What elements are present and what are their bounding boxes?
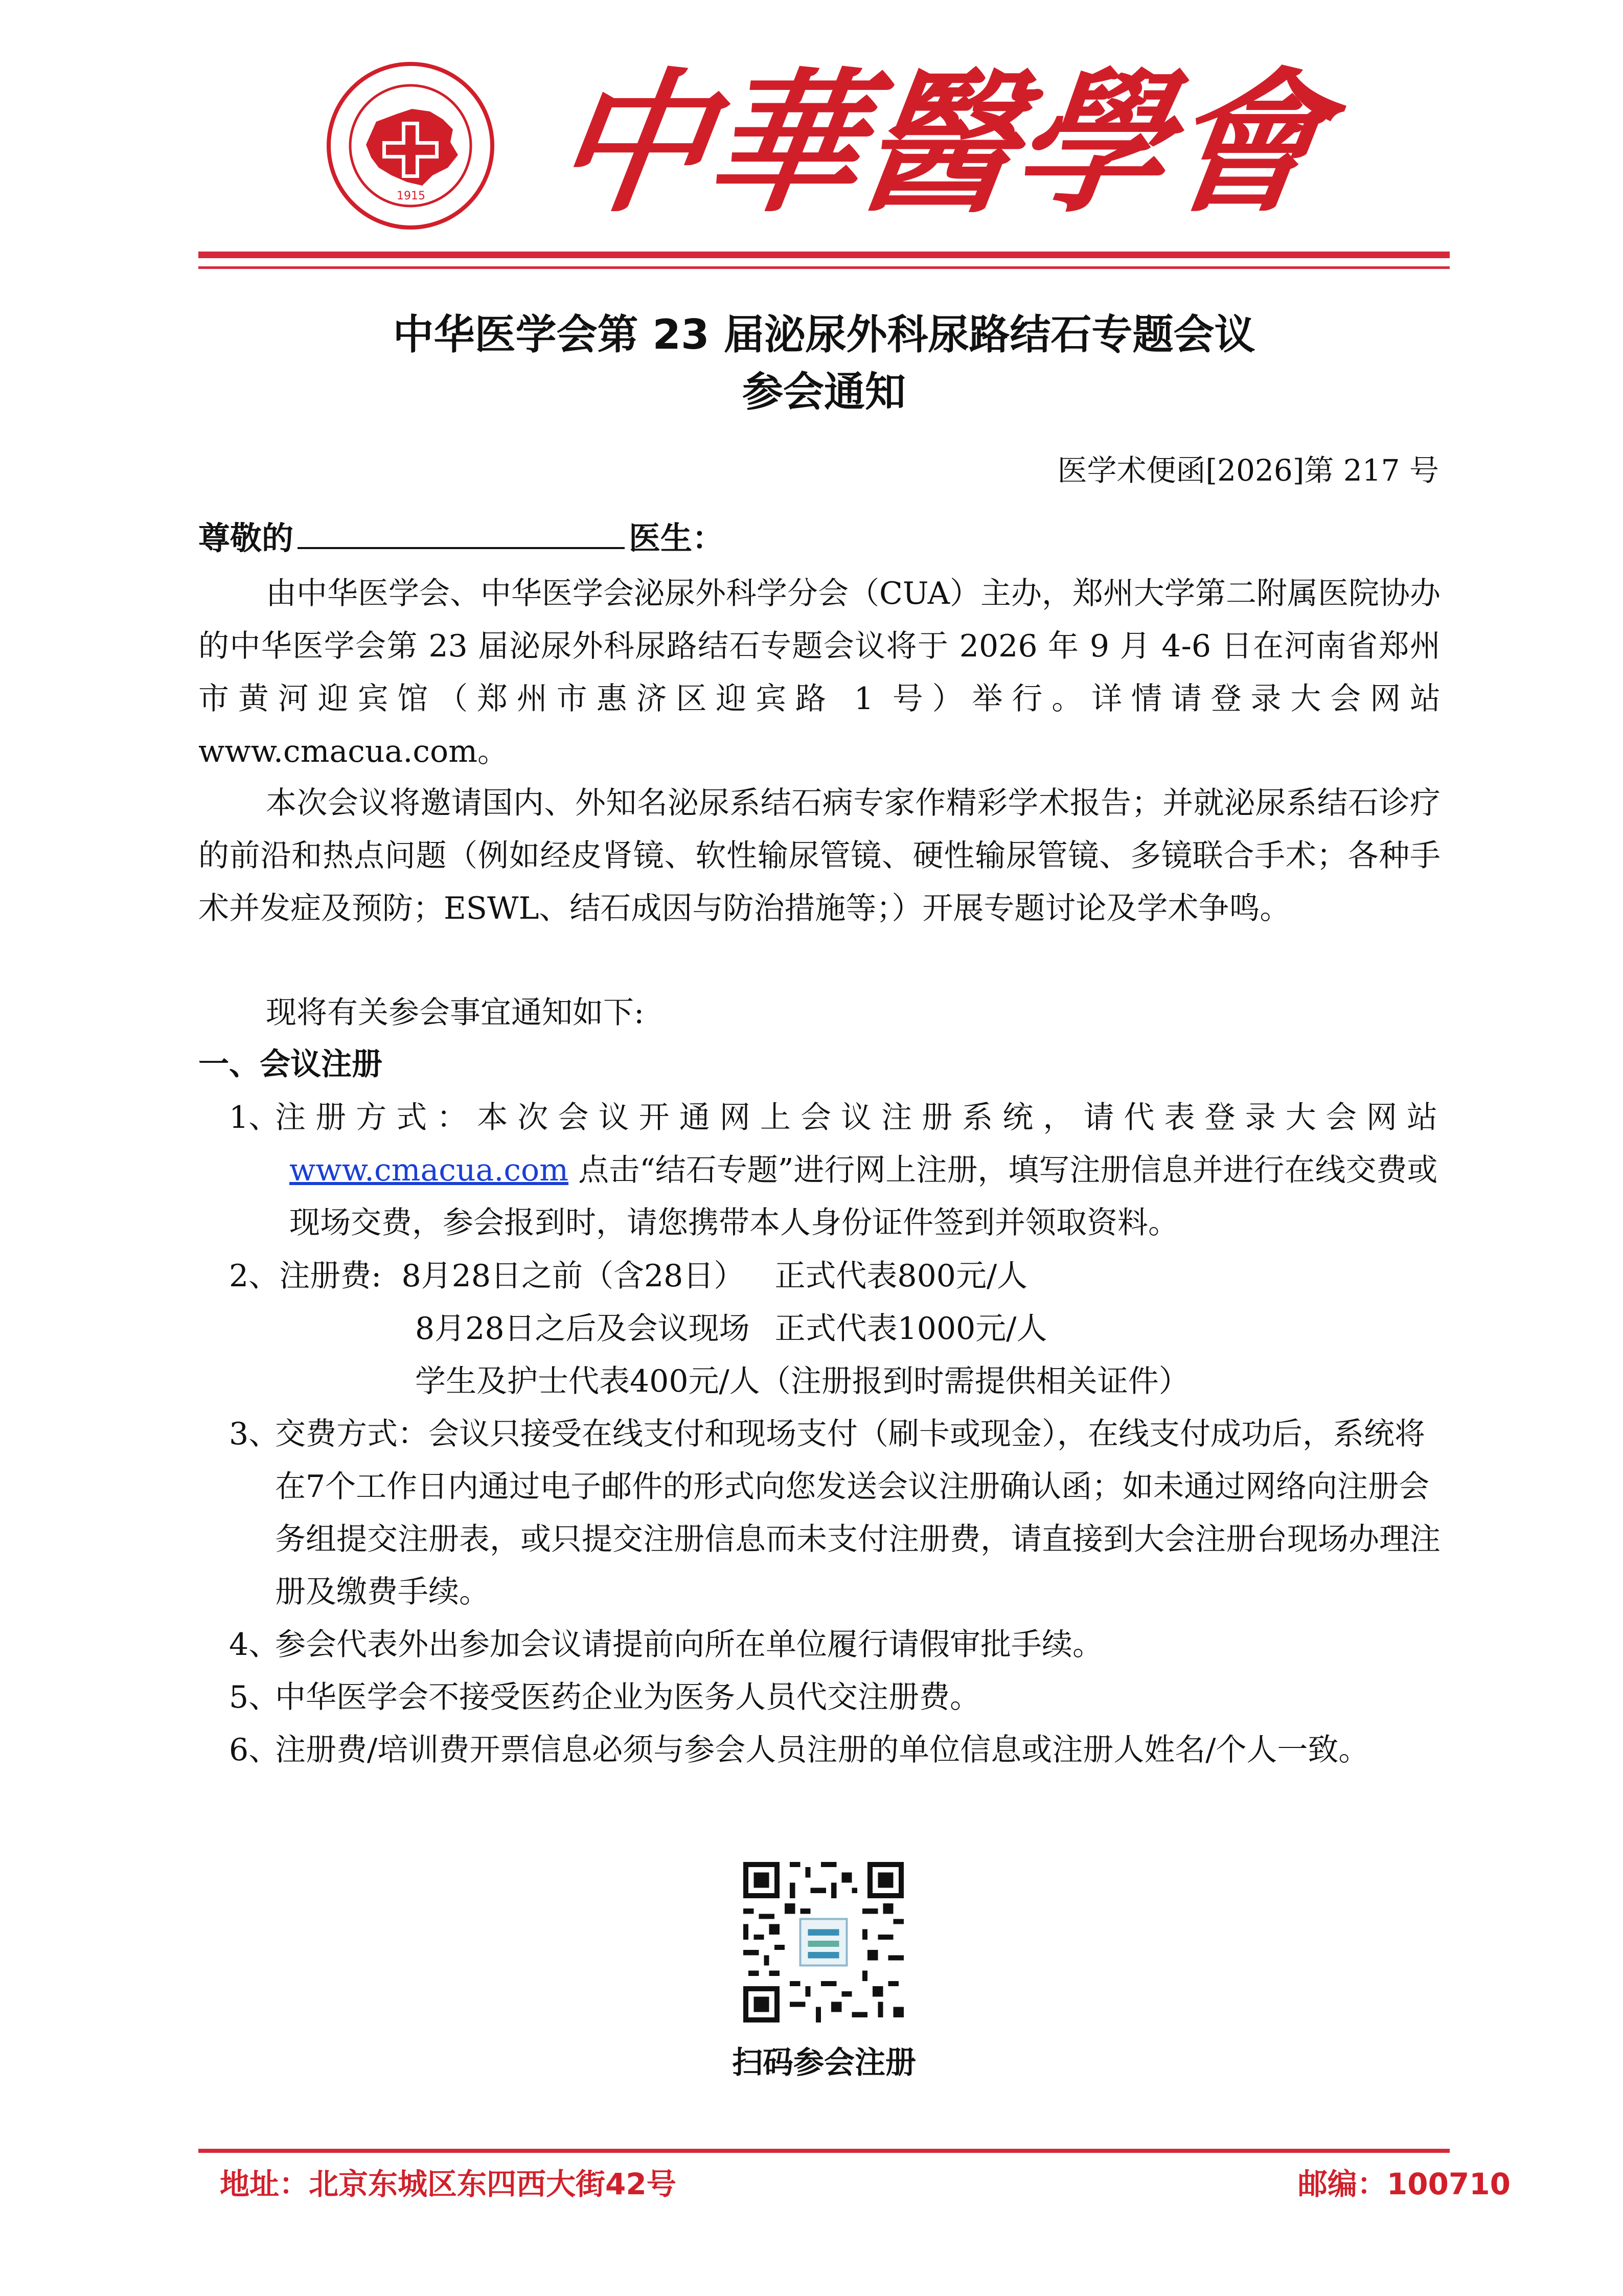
item-text: 点击“结石专题”进行网上注册，填写注册信息并进行在线交费或现场交费，参会报到时，请您携带本人身份证件签到并领取资料。: [289, 1152, 1438, 1241]
paragraph-intro: 由中华医学会、中华医学会泌尿外科学分会（CUA）主办，郑州大学第二附属医院协办的中华医学会第 23 届泌尿外科尿路结石专题会议将于 2026 年 9 月 4-6 日在河南省郑州市黄河迎宾馆（郑州市惠济区迎宾路 1 号）举行。详情请登录大会网站 www.cmacua.com。: [198, 576, 1441, 769]
fee-row: [415, 1303, 1047, 1355]
fee-price: 正式代表800元/人: [774, 1258, 1028, 1294]
name-blank-line: [298, 511, 625, 549]
list-item-payment-method: [229, 1408, 1443, 1619]
paragraph-topics: 本次会议将邀请国内、外知名泌尿系结石病专家作精彩学术报告；并就泌尿系结石诊疗的前沿和热点问题（例如经皮肾镜、软性输尿管镜、硬性输尿管镜、多镜联合手术；各种手术并发症及预防；ESWL、结石成因与防治措施等；）开展专题讨论及学术争鸣。: [198, 785, 1441, 926]
association-seal-logo: [325, 60, 496, 231]
item-text: 参会代表外出参加会议请提前向所在单位履行请假审批手续。: [275, 1627, 1103, 1663]
qr-caption: 扫码参会注册: [732, 2045, 916, 2081]
item-number: 2、: [229, 1258, 280, 1294]
brand-text: 中華醫學會: [542, 53, 1335, 233]
conference-website-link[interactable]: www.cmacua.com: [289, 1152, 569, 1188]
fee-price: 正式代表1000元/人: [774, 1311, 1047, 1347]
fee-when: 学生及护士代表400元/人（注册报到时需提供相关证件）: [415, 1363, 1190, 1399]
item-number: 1、: [229, 1100, 280, 1135]
association-name-calligraphy: [542, 46, 1335, 240]
list-item-registration-fee: [229, 1250, 1027, 1303]
item-text: 交费方式：会议只接受在线支付和现场支付（刷卡或现金），在线支付成功后，系统将在7个工作日内通过电子邮件的形式向您发送会议注册确认函；如未通过网络向注册会务组提交注册表，或只提交注册信息而未支付注册费，请直接到大会注册台现场办理注册及缴费手续。: [275, 1416, 1441, 1610]
item-label: 注 册 方 式 ： 本 次 会 议 开 通 网 上 会 议 注 册 系 统 ， 请 代 表 登 录 大 会 网 站: [275, 1100, 1438, 1135]
item-number: 3、: [229, 1416, 280, 1452]
list-item-no-sponsor-payment: [229, 1671, 1443, 1724]
reference-number: 医学术便函[2026]第 217 号: [1057, 453, 1439, 488]
salutation: [198, 511, 724, 564]
salutation-prefix: 尊敬的: [198, 519, 294, 557]
header-divider-thin: [198, 266, 1450, 269]
item-text: 注册费/培训费开票信息必须与参会人员注册的单位信息或注册人姓名/个人一致。: [275, 1732, 1369, 1768]
footer-address: 地址：北京东城区东四西大街42号: [220, 2167, 676, 2201]
fee-when: 8月28日之前（含28日）: [401, 1258, 745, 1294]
list-item-registration-method: [229, 1092, 1443, 1249]
fee-label: 注册费:: [279, 1258, 382, 1294]
footer-postcode: 邮编：100710: [1297, 2167, 1511, 2201]
salutation-suffix: 医生：: [629, 519, 724, 557]
paragraph-notice: 现将有关参会事宜通知如下:: [266, 995, 645, 1031]
section-heading-registration: 一、会议注册: [198, 1047, 382, 1082]
header-divider-thick: [198, 252, 1450, 258]
list-item-leave-approval: [229, 1619, 1443, 1671]
fee-row: [415, 1355, 1190, 1408]
item-number: 5、: [229, 1679, 280, 1715]
fee-when: 8月28日之后及会议现场: [415, 1311, 750, 1347]
item-number: 4、: [229, 1627, 280, 1663]
footer-divider: [198, 2149, 1450, 2153]
document-title: 中华医学会第 23 届泌尿外科尿路结石专题会议: [393, 311, 1255, 358]
item-text: 中华医学会不接受医药企业为医务人员代交注册费。: [275, 1679, 980, 1715]
svg-text:1915: 1915: [397, 190, 425, 202]
list-item-invoice-info: [229, 1724, 1443, 1777]
item-number: 6、: [229, 1732, 280, 1768]
registration-qr-code[interactable]: [738, 1857, 909, 2028]
document-subtitle: 参会通知: [742, 368, 906, 416]
